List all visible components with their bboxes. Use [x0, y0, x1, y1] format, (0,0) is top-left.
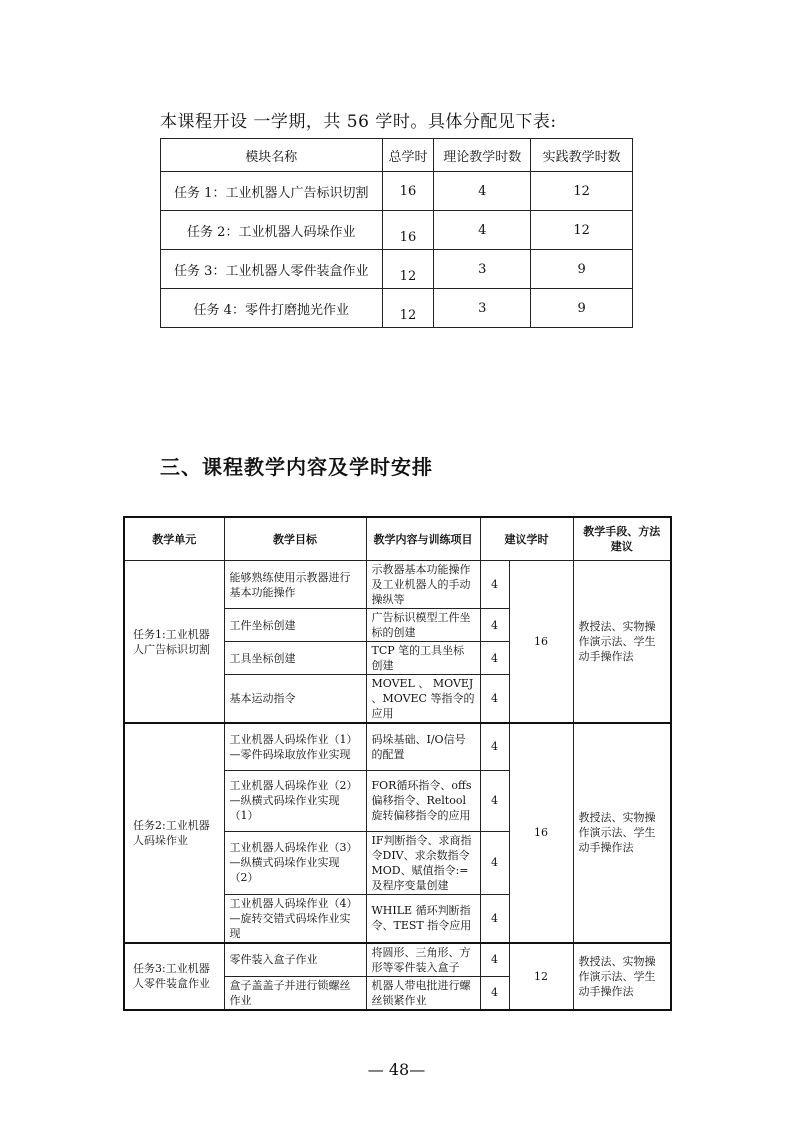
teaching-goal: 盒子盖盖子并进行锁螺丝作业 — [224, 976, 366, 1010]
teaching-content: 示教器基本功能操作及工业机器人的手动操纵等 — [366, 561, 480, 609]
page-number: — 48— — [367, 1060, 426, 1079]
teaching-goal: 工业机器人码垛作业（3）—纵横式码垛作业实现（2） — [224, 831, 366, 894]
teaching-method: 教授法、实物操作演示法、学生动手操作法 — [573, 723, 671, 943]
teaching-goal: 工具坐标创建 — [224, 642, 366, 675]
module-name: 任务 2：工业机器人码垛作业 — [161, 211, 383, 250]
total-hours: 16 — [382, 211, 434, 250]
teaching-content: 码垛基础、I/O信号的配置 — [366, 723, 480, 770]
header-cell: 实践教学时数 — [531, 139, 633, 172]
table-row — [124, 723, 671, 770]
total-hours: 16 — [382, 172, 434, 211]
teaching-goal: 能够熟练使用示教器进行基本功能操作 — [224, 561, 366, 609]
teaching-goal: 工业机器人码垛作业（4）—旋转交错式码垛作业实现 — [224, 894, 366, 943]
table-row — [161, 250, 633, 289]
header-cell: 理论教学时数 — [434, 139, 531, 172]
teaching-content: 广告标识模型工件坐标的创建 — [366, 609, 480, 642]
teaching-unit: 任务1:工业机器人广告标识切割 — [124, 561, 224, 724]
teaching-content: MOVEL 、 MOVEJ 、MOVEC 等指令的应用 — [366, 675, 480, 724]
module-name: 任务 1：工业机器人广告标识切割 — [161, 172, 383, 211]
teaching-content: 将圆形、三角形、方形等零件装入盒子 — [366, 943, 480, 977]
header-cell: 模块名称 — [161, 139, 383, 172]
practice-hours: 9 — [531, 289, 633, 328]
item-hours: 4 — [480, 894, 509, 943]
item-hours: 4 — [480, 943, 509, 977]
teaching-unit: 任务2:工业机器人码垛作业 — [124, 723, 224, 943]
item-hours: 4 — [480, 609, 509, 642]
module-name: 任务 4：零件打磨抛光作业 — [161, 289, 383, 328]
teaching-goal: 工业机器人码垛作业（2）—纵横式码垛作业实现（1） — [224, 770, 366, 831]
header-cell: 建议学时 — [480, 517, 573, 561]
teaching-goal: 工业机器人码垛作业（1）—零件码垛取放作业实现 — [224, 723, 366, 770]
teaching-unit: 任务3:工业机器人零件装盒作业 — [124, 943, 224, 1010]
practice-hours: 12 — [531, 172, 633, 211]
header-cell: 总学时 — [382, 139, 434, 172]
item-hours: 4 — [480, 675, 509, 724]
item-hours: 4 — [480, 642, 509, 675]
teaching-content: 机器人带电批进行螺丝锁紧作业 — [366, 976, 480, 1010]
table-row — [124, 943, 671, 977]
module-name: 任务 3：工业机器人零件装盒作业 — [161, 250, 383, 289]
theory-hours: 3 — [434, 289, 531, 328]
hours-distribution-table — [160, 138, 633, 328]
unit-hours: 16 — [509, 561, 573, 724]
section-title: 三、课程教学内容及学时安排 — [160, 455, 433, 479]
table-header-row — [124, 517, 671, 561]
item-hours: 4 — [480, 561, 509, 609]
table-row — [161, 289, 633, 328]
theory-hours: 4 — [434, 172, 531, 211]
table-row — [161, 172, 633, 211]
teaching-method: 教授法、实物操作演示法、学生动手操作法 — [573, 561, 671, 724]
header-cell: 教学内容与训练项目 — [366, 517, 480, 561]
teaching-content: IF判断指令、求商指令DIV、求余数指令MOD、赋值指令:=及程序变量创建 — [366, 831, 480, 894]
teaching-goal: 基本运动指令 — [224, 675, 366, 724]
total-hours: 12 — [382, 289, 434, 328]
item-hours: 4 — [480, 831, 509, 894]
practice-hours: 9 — [531, 250, 633, 289]
teaching-goal: 零件装入盒子作业 — [224, 943, 366, 977]
practice-hours: 12 — [531, 211, 633, 250]
teaching-goal: 工件坐标创建 — [224, 609, 366, 642]
theory-hours: 4 — [434, 211, 531, 250]
theory-hours: 3 — [434, 250, 531, 289]
item-hours: 4 — [480, 976, 509, 1010]
header-cell: 教学单元 — [124, 517, 224, 561]
teaching-content: FOR循环指令、offs偏移指令、Reltool旋转偏移指令的应用 — [366, 770, 480, 831]
teaching-content: WHILE 循环判断指令、TEST 指令应用 — [366, 894, 480, 943]
item-hours: 4 — [480, 770, 509, 831]
unit-hours: 16 — [509, 723, 573, 943]
unit-hours: 12 — [509, 943, 573, 1010]
teaching-content: TCP 笔的工具坐标创建 — [366, 642, 480, 675]
course-content-table — [123, 516, 672, 1011]
table-header-row — [161, 139, 633, 172]
table-row — [161, 211, 633, 250]
intro-text: 本课程开设 一学期，共 56 学时。具体分配见下表: — [160, 112, 557, 132]
header-cell: 教学目标 — [224, 517, 366, 561]
table-row — [124, 561, 671, 609]
total-hours: 12 — [382, 250, 434, 289]
header-cell: 教学手段、方法建议 — [573, 517, 671, 561]
item-hours: 4 — [480, 723, 509, 770]
teaching-method: 教授法、实物操作演示法、学生动手操作法 — [573, 943, 671, 1010]
